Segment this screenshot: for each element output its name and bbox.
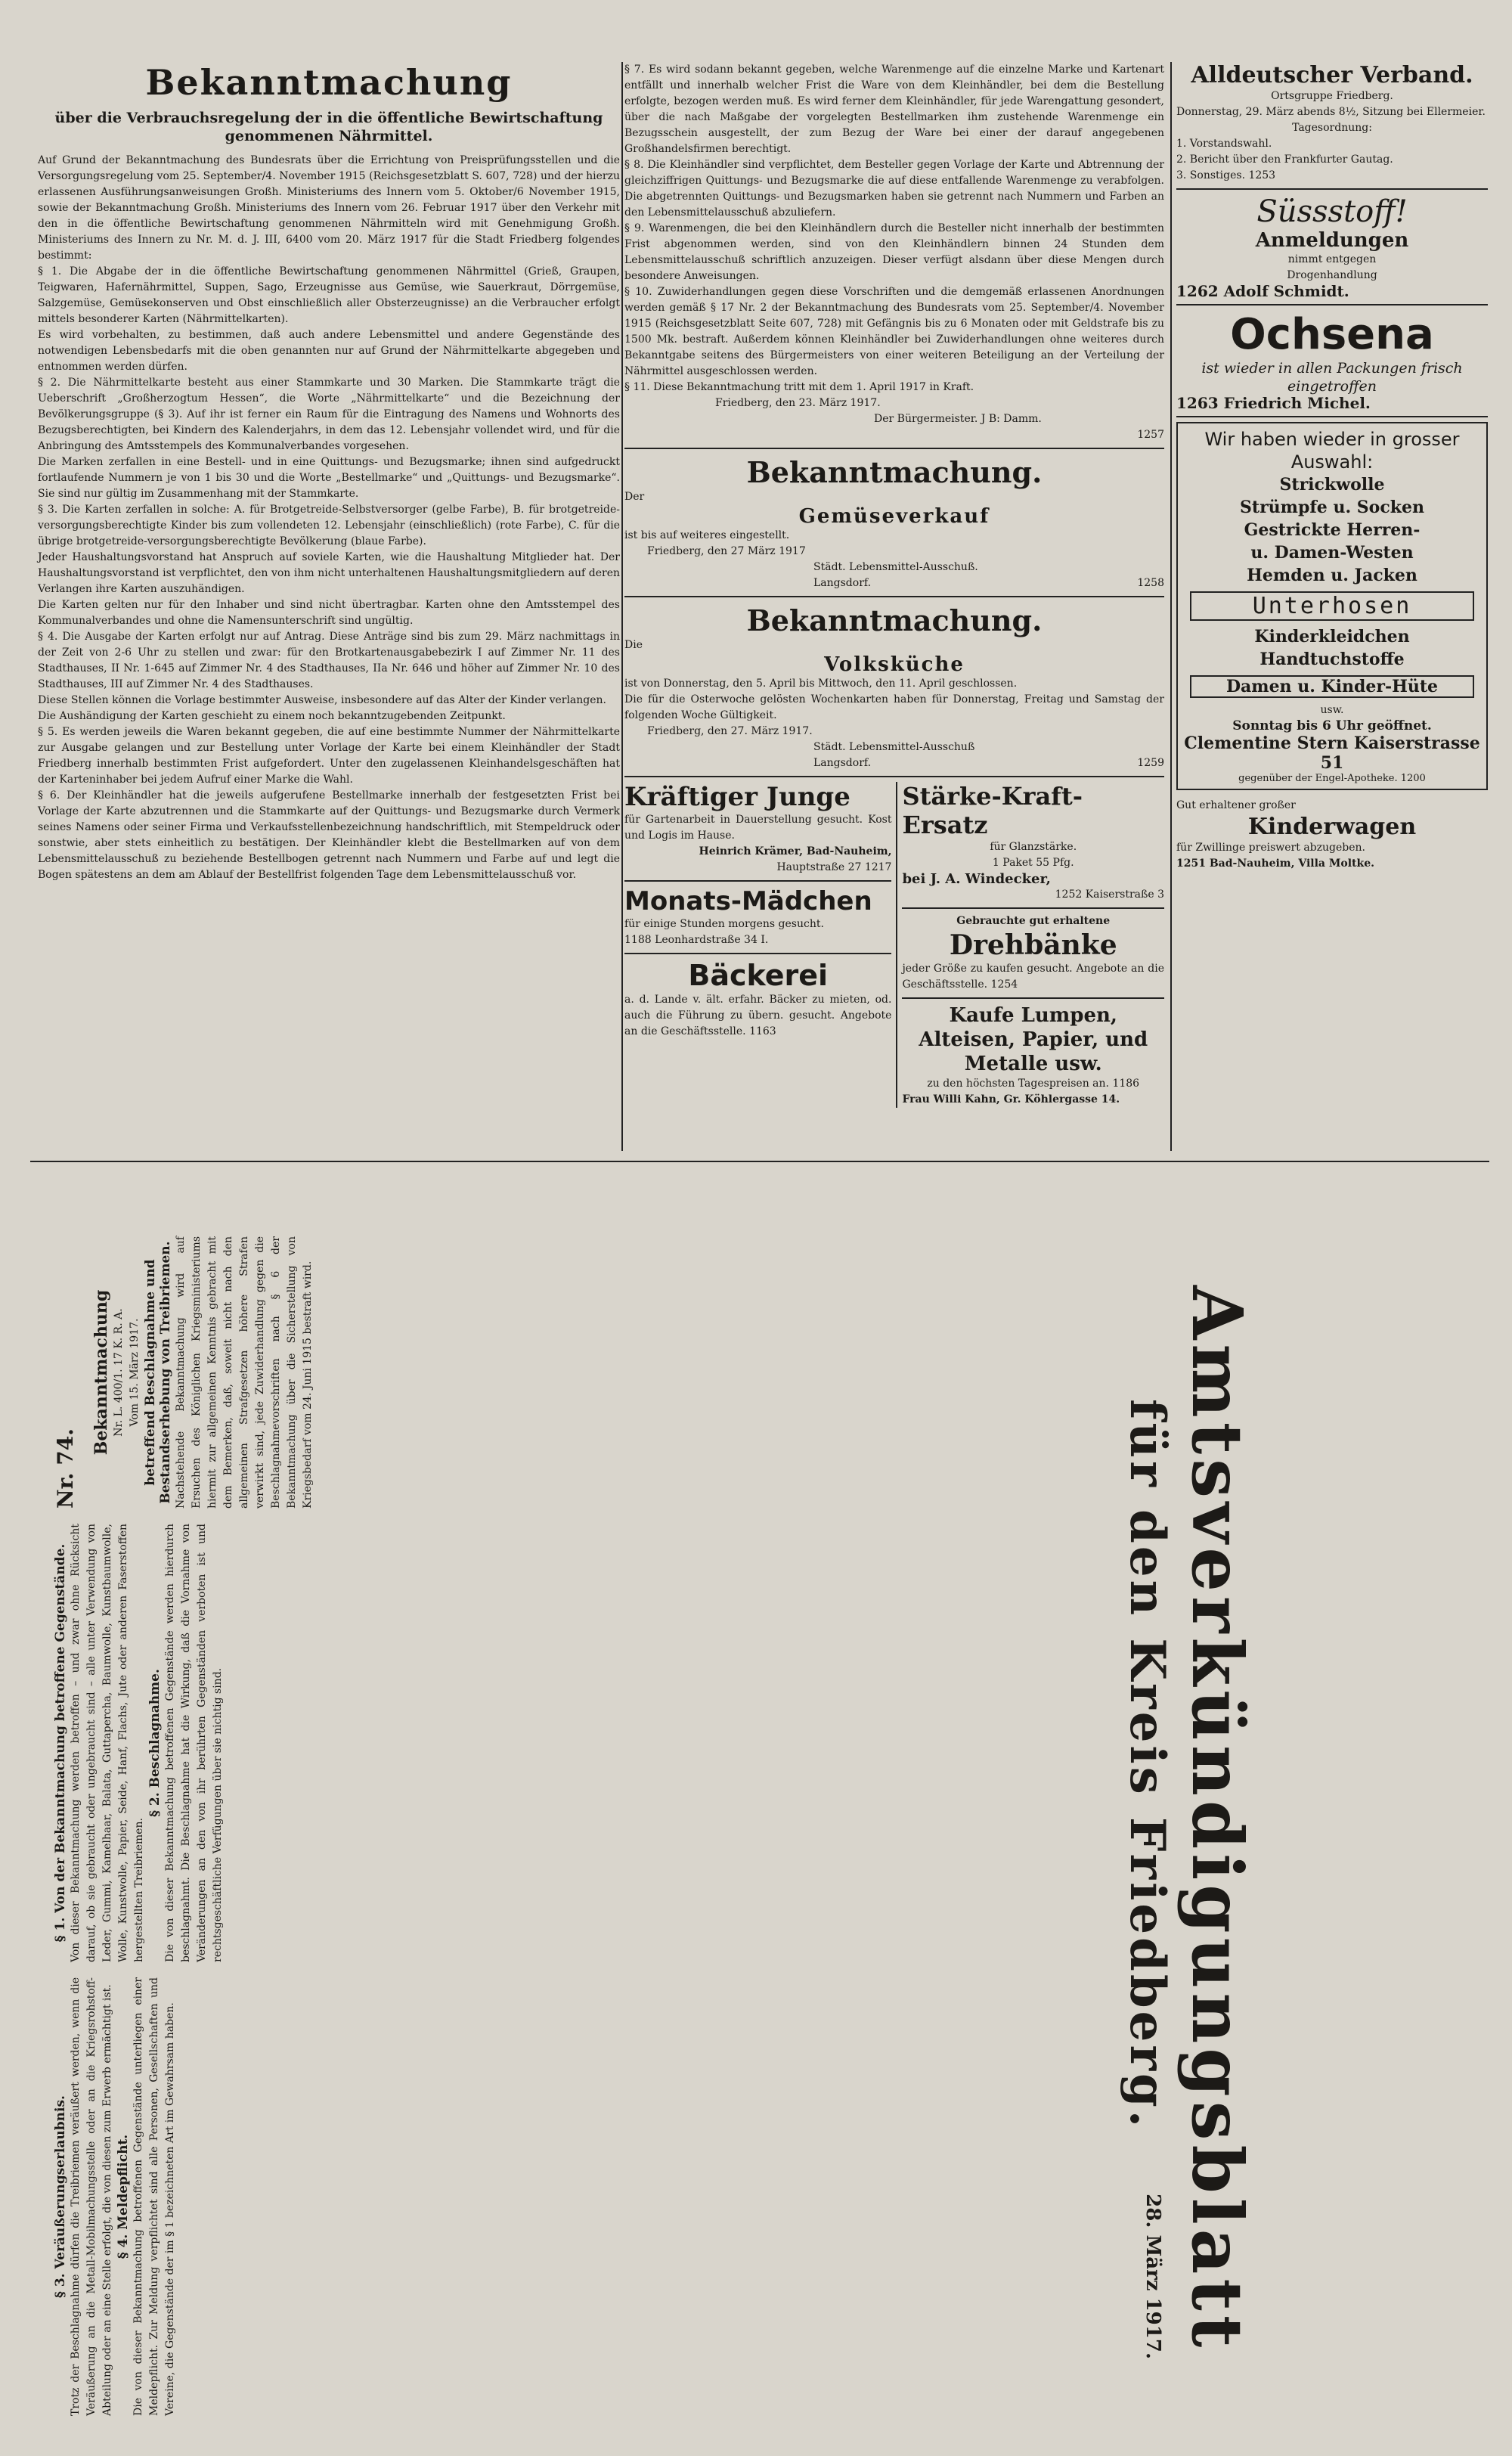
small-ads-grid: [624, 782, 1164, 1108]
column-1: [38, 62, 620, 883]
dateline: Friedberg, den 27. März 1917.: [647, 725, 813, 737]
ad-contact: 1262 Adolf Schmidt.: [1176, 282, 1349, 300]
paragraph: § 9. Warenmengen, die bei den Kleinhändlern durch die Besteller nicht innerhalb der bestimmten Frist abgenommen werden, sind von den Kleinhändlern binnen 24 Stunden dem Lebensmittelausschuß schriftlich anzuzeigen. Dieser verfügt alsdann über diese Mengen durch besondere Anweisungen.: [624, 222, 1164, 282]
paragraph: Auf Grund der Bekanntmachung des Bundesrats über die Errichtung von Preisprüfungsstellen und die Versorgungsregelung vom 25. September/4. November 1915 (Reichsgesetzblatt S. 607, 728) und der hierzu erlassenen Ausführungsanweisungen Großh. Ministeriums des Innern vom 5. Oktober/6 November 1915, sowie der Bekanntmachung Großh. Ministeriums des Innern vom 26. Februar 1917 über den Verkehr mit den in die öffentliche Bewirtschaftung genommenen Nährmitteln wird mit Genehmigung Großh. Ministeriums des Innern zu Nr. M. d. J. III, 6400 vom 20. März 1917 für die Stadt Friedberg folgendes bestimmt:: [38, 154, 620, 262]
stern-ad: [1176, 422, 1488, 790]
paragraph: § 7. Es wird sodann bekannt gegeben, welche Warenmenge auf die einzelne Marke und Kartenart entfällt und innerhalb welcher Frist die Ware von dem Kleinhändler, bei dem die Bestellung erfolgte, bezogen werden muß. Es wird ferner dem Kleinhändler, für jede Warengattung gesondert, über die nach Maßgabe der vorgelegten Bestellmarken ihm zustehende Warenmenge ein Bezugsschein ausgestellt, der zum Bezug der Ware bei einer der darauf angegebenen Großhandelsfirmen berechtigt.: [624, 64, 1164, 155]
paragraph: Nachstehende Bekanntmachung wird auf Ersuchen des Königlichen Kriegsministeriums hiermit zur allgemeinen Kenntnis gebracht mit dem Bemerken, daß, soweit nicht nach den allgemeinen Strafgesetzen höhere Strafen verwirkt sind, jede Zuwiderhandlung gegen die Beschlagnahmevorschriften nach § 6 der Bekanntmachung über die Sicherstellung von Kriegsbedarf vom 24. Juni 1915 bestraft wird.: [175, 1236, 314, 1509]
notice-title: Bekanntmachung.: [746, 455, 1043, 489]
divider: [1176, 304, 1488, 305]
notice-title: Bekanntmachung: [145, 62, 513, 103]
notice-subtitle: über die Verbrauchsregelung der in die öffentliche Bewirtschaftung genommenen Nährmittel.: [54, 110, 603, 144]
paragraph: § 3. Die Karten zerfallen in solche: A. für Brotgetreide-Selbstversorger (gelbe Farbe), B. für brotgetreide-versorgungsberechtigte Kinder bis zum vollendeten 12. Lebensjahr (einschließlich) (rote Farbe), C. für die übrige brotgetreide-versorgungsberechtigte Bevölkerung (blaue Farbe).: [38, 504, 620, 547]
agenda-item: 3. Sonstiges. 1253: [1176, 169, 1276, 181]
ad-text: ist wieder in allen Packungen frisch eingetroffen: [1201, 360, 1463, 395]
ad-title: Kräftiger Junge: [624, 782, 850, 812]
ad-text: für Gartenarbeit in Dauerstellung gesucht. Kost und Logis im Hause.: [624, 814, 892, 842]
divider: [624, 776, 1164, 777]
ad-item: u. Damen-Westen: [1250, 543, 1414, 563]
notice-subtitle: betreffend Beschlagnahme und Bestandserhebung von Treibriemen.: [143, 1241, 173, 1504]
paragraph: § 10. Zuwiderhandlungen gegen diese Vorschriften und die demgemäß erlassenen Anordnungen werden gemäß § 17 Nr. 2 der Bekanntmachung des Bundesrats vom 25. September/4. November 1915 (Reichsgesetzblatt Seite 607, 728) mit Gefängnis bis zu 6 Monaten oder mit Geldstrafe bis zu 1500 Mk. bestraft. Außerdem können Kleinhändler bei Zuwiderhandlungen ohne weiteres durch Bekanntgabe seitens des Bürgermeisters von einer weiteren Beteiligung an der Verteilung der Nährmittel ausgeschlossen werden.: [624, 286, 1164, 377]
ad-text: 1 Paket 55 Pfg.: [992, 857, 1074, 869]
paragraph: Die Aushändigung der Karten geschieht zu einem noch bekanntzugebenden Zeitpunkt.: [38, 710, 506, 722]
paragraph: § 1. Die Abgabe der in die öffentliche Bewirtschaftung genommenen Nährmittel (Grieß, Graupen, Teigwaren, Hafernährmittel, Suppen, Sago, Erzeugnisse aus Gemüse, wie Sauerkraut, Dörrgemüse, Salzgemüse, Gemüsekonserven und Obst einschließlich aller Obsterzeugnisse) an die Verbraucher erfolgt mittels besonderer Karten (Nährmittelkarten).: [38, 265, 620, 325]
dateline: Friedberg, den 27 März 1917: [647, 545, 806, 557]
issue-number: Nr. 74.: [53, 1428, 78, 1509]
ad-text: zu den höchsten Tagespreisen an. 1186: [927, 1078, 1140, 1090]
notice-heading: Volksküche: [824, 653, 965, 676]
paragraph: Trotz der Beschlagnahme dürfen die Treibriemen veräußert werden, wenn die Veräußerung an die Metall-Mobilmachungsstelle oder an die Kriegsrohstoff-Abteilung oder an eine Stelle erfolgt, die von diesen zum Erwerb ermächtigt ist.: [70, 1977, 113, 2416]
ad-contact: 1252 Kaiserstraße 3: [1055, 888, 1164, 901]
ad-text: Tagesordnung:: [1292, 122, 1372, 134]
agenda-item: 1. Vorstandswahl.: [1176, 138, 1272, 150]
ad-contact: Heinrich Krämer, Bad-Nauheim,: [699, 845, 892, 857]
gazette-masthead: [1047, 1285, 1259, 2359]
paragraph: § 11. Diese Bekanntmachung tritt mit dem 1. April 1917 in Kraft.: [624, 381, 974, 393]
signature: Langsdorf.: [813, 577, 872, 589]
masthead-date: 28. März 1917.: [1142, 2194, 1164, 2359]
gazette-column-1: [53, 1236, 316, 1509]
ad-contact: Clementine Stern Kaiserstrasse 51: [1184, 733, 1480, 773]
gazette-column-2: [53, 1524, 226, 1962]
ad-item: Strümpfe u. Socken: [1240, 498, 1424, 517]
text: Der: [624, 491, 645, 503]
ad-title: Monats-Mädchen: [624, 886, 872, 916]
paragraph: Von dieser Bekanntmachung werden betroffen – und zwar ohne Rücksicht darauf, ob sie gebraucht oder ungebraucht sind – alle unter Verwendung von Leder, Gummi, Kamelhaar, Balata, Guttapercha, Baumwolle, Kunstbaumwolle, Wolle, Kunstwolle, Papier, Seide, Hanf, Flachs, Jute oder anderen Faserstoffen hergestellten Treibriemen.: [70, 1524, 145, 1962]
agenda-item: 2. Bericht über den Frankfurter Gautag.: [1176, 154, 1393, 166]
divider: [624, 953, 891, 954]
paragraph: Diese Stellen können die Vorlage bestimmter Ausweise, insbesondere auf das Alter der Kinder verlangen.: [38, 694, 607, 706]
paragraph: Die von dieser Bekanntmachung betroffenen Gegenstände unterliegen einer Meldepflicht. Zur Meldung verpflichtet sind alle Personen, Gesellschaften und Vereine, die Gegenstände der im § 1 bezeichneten Art im Gewahrsam haben.: [132, 1977, 176, 2416]
ad-text: nimmt entgegen: [1287, 253, 1377, 265]
ad-title: Bäckerei: [688, 959, 829, 992]
ad-title: Drehbänke: [949, 929, 1117, 961]
paragraph: § 4. Die Ausgabe der Karten erfolgt nur auf Antrag. Diese Anträge sind bis zum 29. März nachmittags in der Zeit von 2-6 Uhr zu stellen und zwar: für den Brotkartenausgabebezirk I auf Zimmer Nr. 11 des Stadthauses, II Nr. 1-645 auf Zimmer Nr. 4 des Stadthauses, IIa Nr. 646 und höher auf Zimmer Nr. 10 des Stadthauses, III auf Zimmer Nr. 4 des Stadthauses.: [38, 631, 620, 690]
ad-item: Hemden u. Jacken: [1247, 566, 1418, 585]
ad-text: jeder Größe zu kaufen gesucht. Angebote an die Geschäftsstelle. 1254: [902, 963, 1164, 991]
notice-heading: Gemüseverkauf: [798, 505, 990, 528]
ad-item: Kinderkleidchen: [1254, 627, 1410, 647]
divider: [624, 596, 1164, 597]
ad-item: Handtuchstoffe: [1259, 650, 1405, 669]
paragraph: Es wird vorbehalten, zu bestimmen, daß auch andere Lebensmittel und andere Gegenstände des notwendigen Lebensbedarfs mit die oben genannten nur auf Grund der Nährmittelkarte abgegeben und entnommen werden dürfen.: [38, 329, 620, 373]
ad-title: Alldeutscher Verband.: [1191, 62, 1473, 88]
ad-title: Kaufe Lumpen, Alteisen, Papier, und Metalle usw.: [919, 1004, 1148, 1075]
ad-text: a. d. Lande v. ält. erfahr. Bäcker zu mieten, od. auch die Führung zu übern. gesucht. Angebote an die Geschäftsstelle. 1163: [624, 994, 892, 1037]
paragraph: Die Marken zerfallen in eine Bestell- und in eine Quittungs- und Bezugsmarke; ihnen sind aufgedruckt fortlaufende Nummern je von 1 bis 30 und die Worte „Bestellmarke“ und „Quittungs- und Bezugsmarke“. Sie sind nur gültig im Zusammenhang mit der Stammkarte.: [38, 456, 620, 500]
divider: [1176, 416, 1488, 417]
ad-item: Unterhosen: [1190, 591, 1474, 621]
ad-number: 1257: [1137, 429, 1164, 441]
rotated-gazette: [53, 1229, 1474, 2423]
ad-title: Ochsena: [1230, 310, 1434, 359]
ad-number: 1259: [1137, 757, 1164, 769]
ad-text: für einige Stunden morgens gesucht.: [624, 918, 824, 930]
ad-contact: bei J. A. Windecker,: [902, 871, 1051, 887]
ad-text: gegenüber der Engel-Apotheke. 1200: [1238, 773, 1426, 784]
divider: [902, 907, 1164, 909]
notice-title: Bekanntmachung: [91, 1289, 111, 1456]
text: ist von Donnerstag, den 5. April bis Mittwoch, den 11. April geschlossen.: [624, 678, 1018, 690]
ad-item: Gestrickte Herren-: [1244, 520, 1421, 540]
column-divider: [621, 62, 623, 1151]
ad-item: Strickwolle: [1279, 475, 1385, 495]
masthead-title: Amtsverkündigungsblatt: [1176, 1285, 1258, 2352]
paragraph: Jeder Haushaltungsvorstand hat Anspruch auf soviele Karten, wie die Haushaltung Mitglieder hat. Der Haushaltungsvorstand ist verpflichtet, den von ihm nicht unterhaltenen Haushaltungsmitgliedern auf deren Verlangen ihre Karten auszuhändigen.: [38, 551, 620, 595]
section-heading: § 2. Beschlagnahme.: [147, 1669, 163, 1817]
ad-text: Gebrauchte gut erhaltene: [956, 915, 1111, 927]
masthead-subtitle: für den Kreis Friedberg.: [1119, 1399, 1176, 2131]
paragraph: Die Karten gelten nur für den Inhaber und sind nicht übertragbar. Karten ohne den Amtsstempel des Kommunalverbandes und ohne die Namensunterschrift sind ungültig.: [38, 599, 620, 627]
signature: Städt. Lebensmittel-Ausschuß.: [813, 561, 978, 573]
notice-title: Bekanntmachung.: [746, 603, 1043, 637]
divider: [1176, 188, 1488, 190]
gazette-column-3: [53, 1977, 178, 2416]
section-heading: § 3. Veräußerungserlaubnis.: [53, 2095, 68, 2298]
paragraph: § 6. Der Kleinhändler hat die jeweils aufgerufene Bestellmarke innerhalb der festgesetzten Frist bei Vorlage der Karte abzutrennen und die Stammkarte auf der Quittungs- und Bezugsmarke durch Vermerk seines Namens oder seiner Firma und Verkaufsstellenbezeichnung handschriftlich, mit Stempeldruck oder sonstwie, aber stets einheitlich zu bestätigen. Der Kleinhändler klebt die Bestellmarken auf von dem Lebensmittelausschuß zu beziehende Bestellbogen getrennt nach Nummern und Farbe auf und legt die Bogen spätestens an dem am Ablauf der Bestellfrist folgenden Tage dem Lebensmittelausschuß vor.: [38, 789, 620, 881]
ad-text: Ortsgruppe Friedberg.: [1271, 90, 1393, 102]
ad-contact: Hauptstraße 27 1217: [776, 861, 892, 873]
paragraph: § 5. Es werden jeweils die Waren bekannt gegeben, die auf eine bestimmte Nummer der Nährmittelkarte zur Ausgabe gelangen und zur Bestellung unter Vorlage der Karte bei einem Kleinhändler der Stadt Friedberg innerhalb bestimmten Frist aufgefordert. Unter den zugelassenen Kleinhandelsgeschäften hat der Karteninhaber bei jedem Aufruf einer Marke die Wahl.: [38, 726, 620, 786]
ad-heading: Anmeldungen: [1255, 229, 1409, 252]
column-divider: [1170, 62, 1172, 1151]
ad-title: Süssstoff!: [1256, 194, 1408, 229]
column-3: [1176, 62, 1488, 872]
ad-text: Donnerstag, 29. März abends 8½, Sitzung bei Ellermeier.: [1176, 106, 1486, 118]
ad-text: Drogenhandlung: [1287, 269, 1377, 281]
paragraph: Die von dieser Bekanntmachung betroffenen Gegenstände werden hierdurch beschlagnahmt. Die Beschlagnahme hat die Wirkung, daß die Vornahme von Veränderungen an den von ihr berührten Gegenständen verboten ist und rechtsgeschäftliche Verfügungen über sie nichtig sind.: [164, 1524, 224, 1962]
ad-title: Wir haben wieder in grosser Auswahl:: [1204, 429, 1460, 473]
notice-date: Vom 15. März 1917.: [129, 1318, 141, 1427]
text: Die: [624, 639, 643, 651]
divider: [624, 448, 1164, 449]
ad-contact: 1263 Friedrich Michel.: [1176, 394, 1371, 412]
ad-item: Damen u. Kinder-Hüte: [1190, 675, 1474, 698]
ad-text: Gut erhaltener großer: [1176, 799, 1296, 811]
divider: [902, 997, 1164, 999]
section-heading: § 4. Meldepflicht.: [116, 2134, 131, 2259]
paragraph: § 8. Die Kleinhändler sind verpflichtet, dem Besteller gegen Vorlage der Karte und Abtrennung der gleichziffrigen Quittungs- und Bezugsmarke die auf diese entfallende Warenmenge zu verabfolgen. Die abgetrennten Quittungs- und Bezugsmarken haben sie getrennt nach Nummern und Farben an den Lebensmittelausschuß abzuliefern.: [624, 159, 1164, 219]
ad-title: Stärke-Kraft-Ersatz: [902, 782, 1083, 839]
signature: Der Bürgermeister. J B: Damm.: [874, 413, 1042, 425]
paragraph: § 2. Die Nährmittelkarte besteht aus einer Stammkarte und 30 Marken. Die Stammkarte trägt die Ueberschrift „Großherzogtum Hessen“, die Worte „Nährmittelkarte“ und die Bezeichnung der Bevölkerungsgruppe (§ 3). Auf ihr ist ferner ein Raum für die Eintragung des Namens und Wohnorts des Bezugsberechtigten, bei Kindern des Kalenderjahrs, in dem das 12. Lebensjahr vollendet wird, und für die Anbringung des Amtsstempels des Kommunalverbandes vorgesehen.: [38, 377, 620, 452]
ad-contact: 1251 Bad-Nauheim, Villa Moltke.: [1176, 857, 1374, 870]
text: ist bis auf weiteres eingestellt.: [624, 529, 790, 541]
signature: Städt. Lebensmittel-Ausschuß: [813, 741, 975, 753]
column-2: [624, 62, 1164, 1108]
ad-text: Sonntag bis 6 Uhr geöffnet.: [1232, 718, 1432, 733]
ad-text: für Glanzstärke.: [990, 841, 1077, 853]
ad-contact: 1188 Leonhardstraße 34 I.: [624, 934, 769, 946]
section-heading: § 1. Von der Bekanntmachung betroffene Gegenstände.: [53, 1543, 68, 1943]
ad-number: 1258: [1137, 577, 1164, 589]
divider: [624, 880, 891, 882]
signature: Langsdorf.: [813, 757, 872, 769]
ad-text: für Zwillinge preiswert abzugeben.: [1176, 842, 1365, 854]
section-divider: [30, 1161, 1489, 1162]
ad-title: Kinderwagen: [1247, 814, 1417, 840]
text: Die für die Osterwoche gelösten Wochenkarten haben für Donnerstag, Freitag und Samstag der folgenden Woche Gültigkeit.: [624, 693, 1164, 721]
dateline: Friedberg, den 23. März 1917.: [715, 397, 881, 409]
ad-contact: Frau Willi Kahn, Gr. Köhlergasse 14.: [902, 1093, 1120, 1106]
ad-text: usw.: [1320, 704, 1344, 716]
notice-ref: Nr. L. 400/1. 17 K. R. A.: [113, 1308, 125, 1437]
